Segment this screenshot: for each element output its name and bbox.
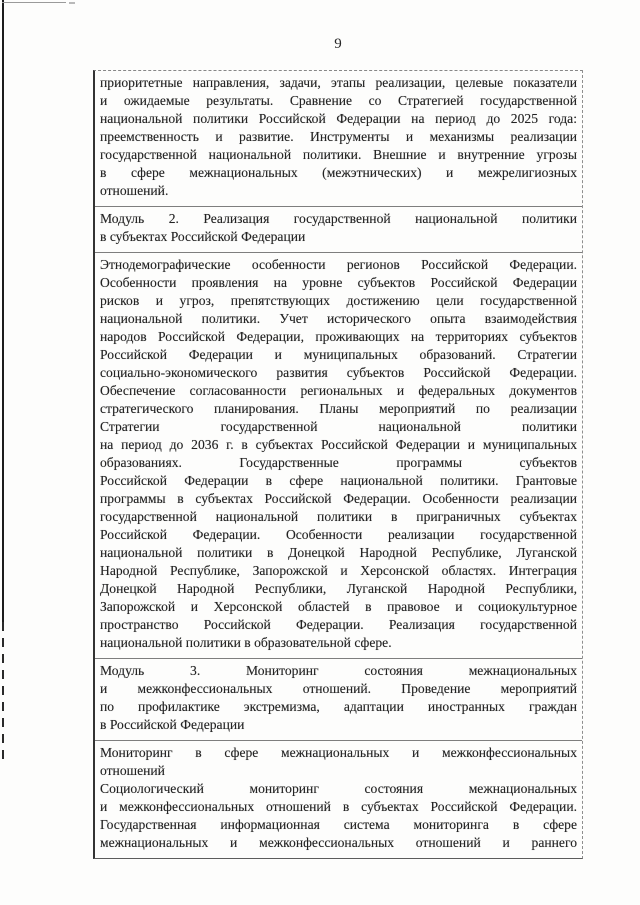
text-line: народов Российской Федерации, проживающих на территориях субъектов xyxy=(100,329,577,344)
scan-left-edge-line xyxy=(2,0,4,622)
text-line: рисков и угроз, препятствующих достижению цели государственной xyxy=(100,293,577,308)
text-line: стратегического планирования. Планы мероприятий по реализации xyxy=(100,401,577,416)
text-line: национальной политики в Донецкой Народной Республике, Луганской xyxy=(100,545,577,560)
text-line: Особенности проявления на уровне субъектов Российской Федерации xyxy=(100,275,577,290)
text-line: государственной национальной политики. Внешние и внутренние угрозы xyxy=(100,147,577,162)
text-line: на период до 2036 г. в субъектах Российской Федерации и муниципальных xyxy=(100,437,577,452)
module-header-paragraph xyxy=(100,662,577,734)
text-line: Этнодемографические особенности регионов Российской Федерации. xyxy=(100,257,577,272)
module3-content xyxy=(95,740,582,858)
text-line: отношений. xyxy=(100,183,169,198)
text-line: в субъектах Российской Федерации xyxy=(100,229,306,244)
text-line: Социологический мониторинг состояния межнациональных xyxy=(100,781,577,796)
text-line: Модуль 2. Реализация государственной национальной политики xyxy=(100,211,577,226)
text-line: национальной политики в образовательной сфере. xyxy=(100,635,392,650)
text-line: Российской Федерации. Особенности реализации государственной xyxy=(100,527,577,542)
text-line: и межконфессиональных отношений. Проведение мероприятий xyxy=(100,681,577,696)
module3-header xyxy=(95,658,582,740)
text-line: пространство Российской Федерации. Реализация государственной xyxy=(100,617,577,632)
paragraph xyxy=(100,74,577,200)
module2-header xyxy=(95,206,582,252)
text-line: Стратегии государственной национальной политики xyxy=(100,419,577,434)
text-line: и ожидаемые результаты. Сравнение со Стратегией государственной xyxy=(100,93,577,108)
text-line: Российской Федерации в сфере национальной политики. Грантовые xyxy=(100,473,577,488)
text-line: Донецкой Народной Республики, Луганской Народной Республики, xyxy=(100,581,577,596)
text-line: приоритетные направления, задачи, этапы реализации, целевые показатели xyxy=(100,75,577,90)
text-line: Обеспечение согласованности региональных и федеральных документов xyxy=(100,383,577,398)
text-line: национальной политики Российской Федерации на период до 2025 года: xyxy=(100,111,577,126)
paragraph xyxy=(100,780,577,852)
scan-top-edge-dot xyxy=(69,2,75,4)
text-line: Государственная информационная система мониторинга в сфере xyxy=(100,817,577,832)
content-table xyxy=(93,70,583,859)
module-header-paragraph xyxy=(100,210,577,246)
paragraph xyxy=(100,744,577,780)
page-number: 9 xyxy=(334,36,342,52)
text-line: национальной политики. Учет исторического опыта взаимодействия xyxy=(100,311,577,326)
text-line: отношений xyxy=(100,763,165,778)
text-line: межнациональных и межконфессиональных отношений и раннего xyxy=(100,835,577,850)
paragraph xyxy=(100,256,577,652)
text-line: Модуль 3. Мониторинг состояния межнациональных xyxy=(100,663,577,678)
text-line: образованиях. Государственные программы субъектов xyxy=(100,455,577,470)
text-line: и межконфессиональных отношений в субъектах Российской Федерации. xyxy=(100,799,577,814)
text-line: преемственность и развитие. Инструменты и механизмы реализации xyxy=(100,129,577,144)
text-line: государственной национальной политики в приграничных субъектах xyxy=(100,509,577,524)
text-line: социально-экономического развития субъектов Российской Федерации. xyxy=(100,365,577,380)
text-line: Мониторинг в сфере межнациональных и межконфессиональных xyxy=(100,745,577,760)
text-line: по профилактике экстремизма, адаптации иностранных граждан xyxy=(100,699,577,714)
text-line: Российской Федерации и муниципальных образований. Стратегии xyxy=(100,347,577,362)
text-line: в сфере межнациональных (межэтнических) и межрелигиозных xyxy=(100,165,577,180)
text-line: Запорожской и Херсонской областей в правовое и социокультурное xyxy=(100,599,577,614)
module1-content-continued xyxy=(95,71,582,206)
text-line: программы в субъектах Российской Федерации. Особенности реализации xyxy=(100,491,577,506)
module2-content xyxy=(95,252,582,658)
scan-left-edge-line-tail xyxy=(2,622,4,762)
scan-top-edge-line xyxy=(2,2,66,3)
text-line: в Российской Федерации xyxy=(100,717,245,732)
text-line: Народной Республике, Запорожской и Херсонской областях. Интеграция xyxy=(100,563,577,578)
